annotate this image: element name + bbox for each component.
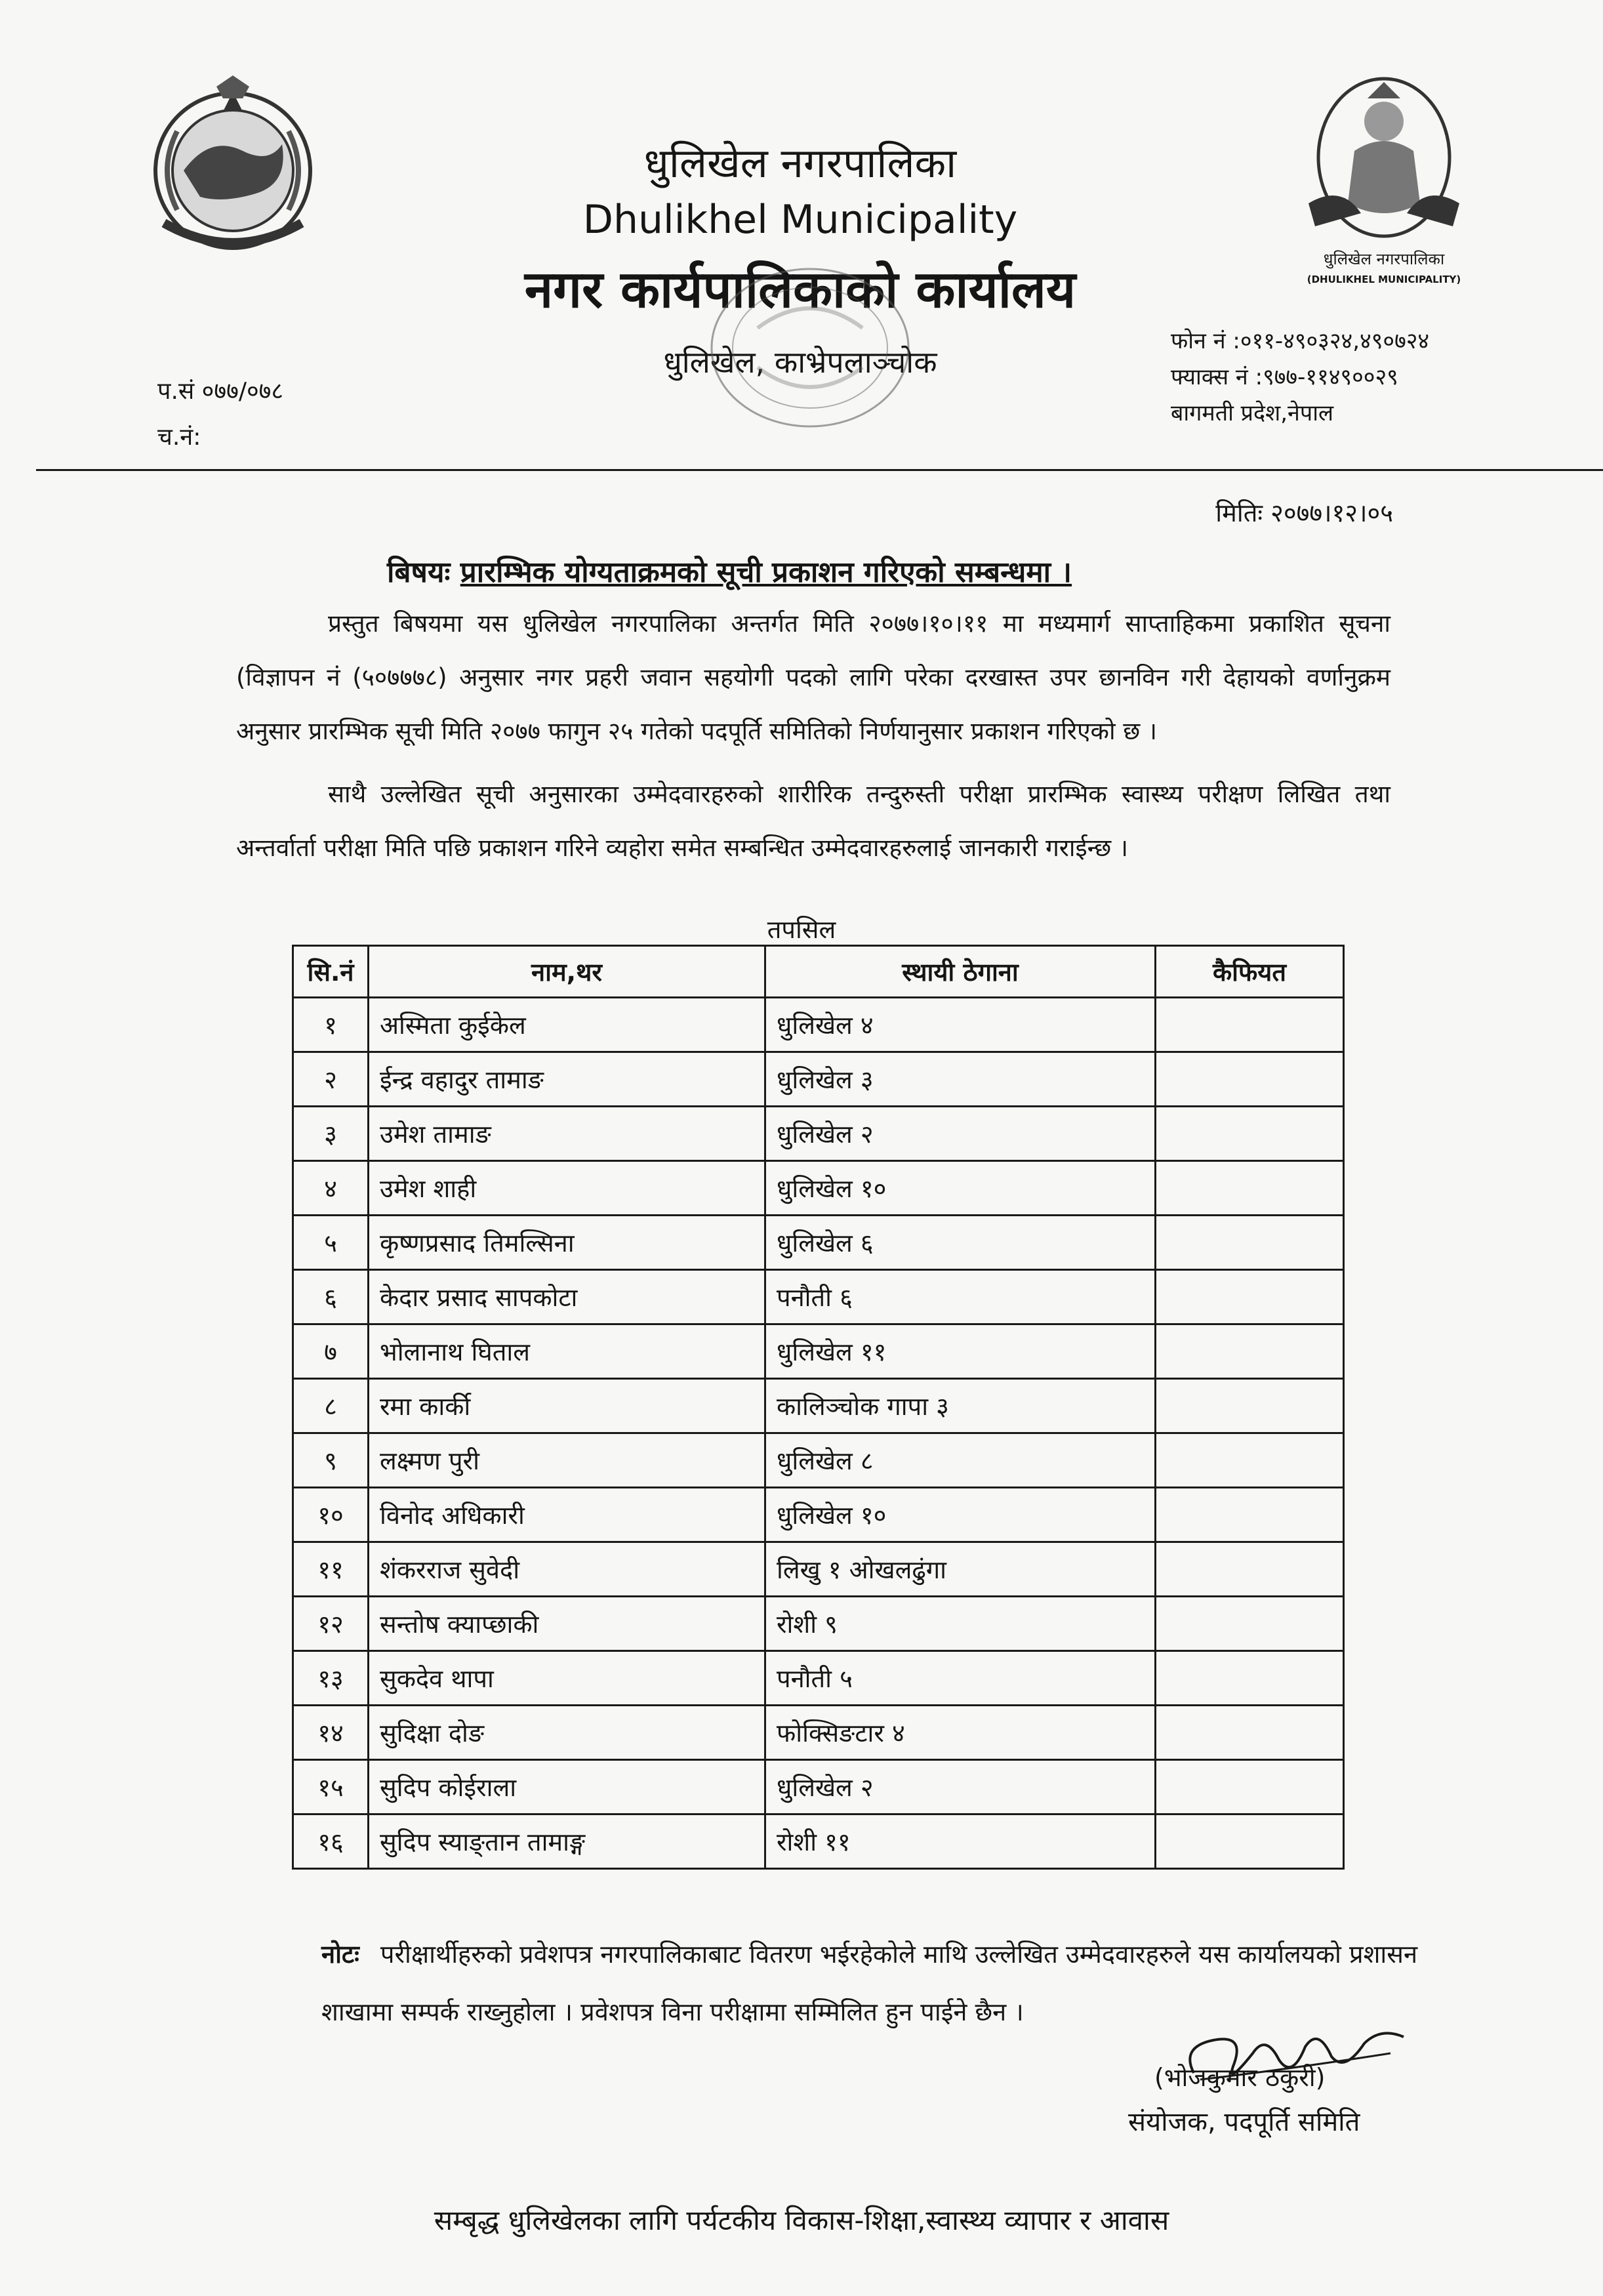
serial-cell: ९ [293, 1433, 369, 1488]
address-cell: धुलिखेल ८ [765, 1433, 1156, 1488]
name-cell: लक्ष्मण पुरी [369, 1433, 765, 1488]
remarks-cell [1156, 1706, 1344, 1760]
name-cell: शंकरराज सुवेदी [369, 1542, 765, 1597]
remarks-cell [1156, 1760, 1344, 1814]
serial-cell: ८ [293, 1379, 369, 1433]
address-cell: कालिञ्चोक गापा ३ [765, 1379, 1156, 1433]
name-cell: उमेश तामाङ [369, 1107, 765, 1161]
table-row [293, 1107, 1344, 1161]
serial-cell: १० [293, 1488, 369, 1542]
office-address: धुलिखेल, काभ्रेपलाञ्चोक [663, 344, 937, 380]
name-cell: सन्तोष क्याप्छाकी [369, 1597, 765, 1651]
serial-cell: ३ [293, 1107, 369, 1161]
serial-cell: ४ [293, 1161, 369, 1216]
name-cell: विनोद अधिकारी [369, 1488, 765, 1542]
remarks-cell [1156, 1597, 1344, 1651]
logo-text-english: (DHULIKHEL MUNICIPALITY) [1307, 274, 1461, 285]
table-header-row [293, 946, 1344, 998]
province-address: बागमती प्रदेश,नेपाल [1171, 400, 1334, 426]
table-caption: तपसिल [767, 915, 836, 944]
address-cell: धुलिखेल ११ [765, 1324, 1156, 1379]
remarks-cell [1156, 1379, 1344, 1433]
name-cell: रमा कार्की [369, 1379, 765, 1433]
table-row [293, 1216, 1344, 1270]
municipality-name-nepali: धुलिखेल नगरपालिका [643, 139, 957, 187]
body-paragraph-2: साथै उल्लेखित सूची अनुसारका उम्मेदवारहरुको शारीरिक तन्दुरुस्ती परीक्षा प्रारम्भिक स्वास्थ्य परीक्षण लिखित तथा अन्तर्वार्ता परीक्षा मिति पछि प्रकाशन गरिने व्यहोरा समेत सम्बन्धित उम्मेदवारहरुलाई जानकारी गराईन्छ । [236, 780, 1390, 862]
name-cell: अस्मिता कुईकेल [369, 998, 765, 1052]
signatory-name: (भोजकुमार ठकुरी) [1154, 2063, 1326, 2092]
reference-number: प.सं ०७७/०७८ [157, 378, 284, 405]
name-cell: ईन्द्र वहादुर तामाङ [369, 1052, 765, 1107]
municipality-name-english: Dhulikhel Municipality [582, 197, 1018, 243]
table-row [293, 1488, 1344, 1542]
subject-label: बिषयः [387, 556, 451, 589]
name-cell: सुदिक्षा दोङ [369, 1706, 765, 1760]
name-cell: सुकदेव थापा [369, 1651, 765, 1706]
address-cell: धुलिखेल १० [765, 1161, 1156, 1216]
serial-cell: १६ [293, 1814, 369, 1869]
subject-line [387, 551, 1072, 590]
address-cell: धुलिखेल ३ [765, 1052, 1156, 1107]
remarks-cell [1156, 1270, 1344, 1324]
dispatch-number: च.नं: [157, 424, 201, 451]
official-seal-stamp [685, 249, 935, 446]
remarks-cell [1156, 1488, 1344, 1542]
body-paragraph-1: प्रस्तुत बिषयमा यस धुलिखेल नगरपालिका अन्तर्गत मिति २०७७।१०।११ मा मध्यमार्ग साप्ताहिकमा प्रकाशित सूचना (विज्ञापन नं (५०७७७८) अनुसार नगर प्रहरी जवान सहयोगी पदको लागि परेका दरखास्त उपर छानविन गरी देहायको वर्णानुक्रम अनुसार प्रारम्भिक सूची मिति २०७७ फागुन २५ गतेको पदपूर्ति समितिको निर्णयानुसार प्रकाशन गरिएको छ । [236, 609, 1390, 745]
remarks-cell [1156, 1107, 1344, 1161]
table-row [293, 1814, 1344, 1869]
address-cell: धुलिखेल २ [765, 1760, 1156, 1814]
signatory-role: संयोजक, पदपूर्ति समिति [1128, 2107, 1360, 2137]
serial-cell: ११ [293, 1542, 369, 1597]
column-header-remarks: कैफियत [1156, 946, 1344, 998]
remarks-cell [1156, 1433, 1344, 1488]
table-row [293, 1651, 1344, 1706]
table-row [293, 1379, 1344, 1433]
serial-cell: २ [293, 1052, 369, 1107]
address-cell: धुलिखेल २ [765, 1107, 1156, 1161]
remarks-cell [1156, 1161, 1344, 1216]
remarks-cell [1156, 1216, 1344, 1270]
remarks-cell [1156, 998, 1344, 1052]
note-label: नोटः [321, 1940, 359, 1969]
table-row [293, 1706, 1344, 1760]
name-cell: भोलानाथ घिताल [369, 1324, 765, 1379]
name-cell: केदार प्रसाद सापकोटा [369, 1270, 765, 1324]
serial-cell: १ [293, 998, 369, 1052]
column-header-serial: सि.नं [293, 946, 369, 998]
serial-cell: ६ [293, 1270, 369, 1324]
table-row [293, 1542, 1344, 1597]
column-header-address: स्थायी ठेगाना [765, 946, 1156, 998]
name-cell: उमेश शाही [369, 1161, 765, 1216]
remarks-cell [1156, 1542, 1344, 1597]
serial-cell: १३ [293, 1651, 369, 1706]
remarks-cell [1156, 1324, 1344, 1379]
logo-text-nepali: धुलिखेल नगरपालिका [1323, 250, 1445, 268]
serial-cell: ७ [293, 1324, 369, 1379]
footer-slogan: सम्बृद्ध धुलिखेलका लागि पर्यटकीय विकास-शिक्षा,स्वास्थ्य व्यापार र आवास [434, 2204, 1169, 2236]
dhulikhel-logo [1289, 72, 1479, 289]
table-row [293, 1270, 1344, 1324]
deity-logo-icon [1289, 72, 1479, 243]
phone-number: फोन नं :०११-४९०३२४,४९०७२४ [1171, 328, 1430, 354]
address-cell: पनौती ६ [765, 1270, 1156, 1324]
office-name: नगर कार्यपालिकाको कार्यालय [524, 260, 1076, 319]
serial-cell: १५ [293, 1760, 369, 1814]
nepal-emblem-icon [138, 72, 328, 262]
address-cell: रोशी ९ [765, 1597, 1156, 1651]
serial-cell: ५ [293, 1216, 369, 1270]
table-row [293, 998, 1344, 1052]
header-divider [36, 469, 1603, 471]
table-row [293, 1324, 1344, 1379]
address-cell: धुलिखेल १० [765, 1488, 1156, 1542]
remarks-cell [1156, 1052, 1344, 1107]
column-header-name: नाम,थर [369, 946, 765, 998]
address-cell: रोशी ११ [765, 1814, 1156, 1869]
candidate-table [292, 945, 1345, 1870]
letter-date: मितिः २०७७।१२।०५ [1215, 499, 1393, 527]
address-cell: पनौती ५ [765, 1651, 1156, 1706]
table-row [293, 1052, 1344, 1107]
remarks-cell [1156, 1651, 1344, 1706]
note-text: परीक्षार्थीहरुको प्रवेशपत्र नगरपालिकाबाट वितरण भईरहेकोले माथि उल्लेखित उम्मेदवारहरुले यस कार्यालयको प्रशासन शाखामा सम्पर्क राख्नुहोला । प्रवेशपत्र विना परीक्षामा सम्मिलित हुन पाईने छैन । [321, 1940, 1418, 2026]
address-cell: लिखु १ ओखलढुंगा [765, 1542, 1156, 1597]
address-cell: फोक्सिङटार ४ [765, 1706, 1156, 1760]
table-row [293, 1760, 1344, 1814]
serial-cell: १२ [293, 1597, 369, 1651]
fax-number: फ्याक्स नं :९७७-११४९००२९ [1171, 364, 1398, 390]
name-cell: सुदिप कोईराला [369, 1760, 765, 1814]
table-row [293, 1433, 1344, 1488]
subject-text: प्रारम्भिक योग्यताक्रमको सूची प्रकाशन गरिएको सम्बन्धमा । [460, 556, 1072, 589]
address-cell: धुलिखेल ६ [765, 1216, 1156, 1270]
table-row [293, 1597, 1344, 1651]
remarks-cell [1156, 1814, 1344, 1869]
table-row [293, 1161, 1344, 1216]
serial-cell: १४ [293, 1706, 369, 1760]
name-cell: कृष्णप्रसाद तिमल्सिना [369, 1216, 765, 1270]
name-cell: सुदिप स्याङ्तान तामाङ्ग [369, 1814, 765, 1869]
address-cell: धुलिखेल ४ [765, 998, 1156, 1052]
